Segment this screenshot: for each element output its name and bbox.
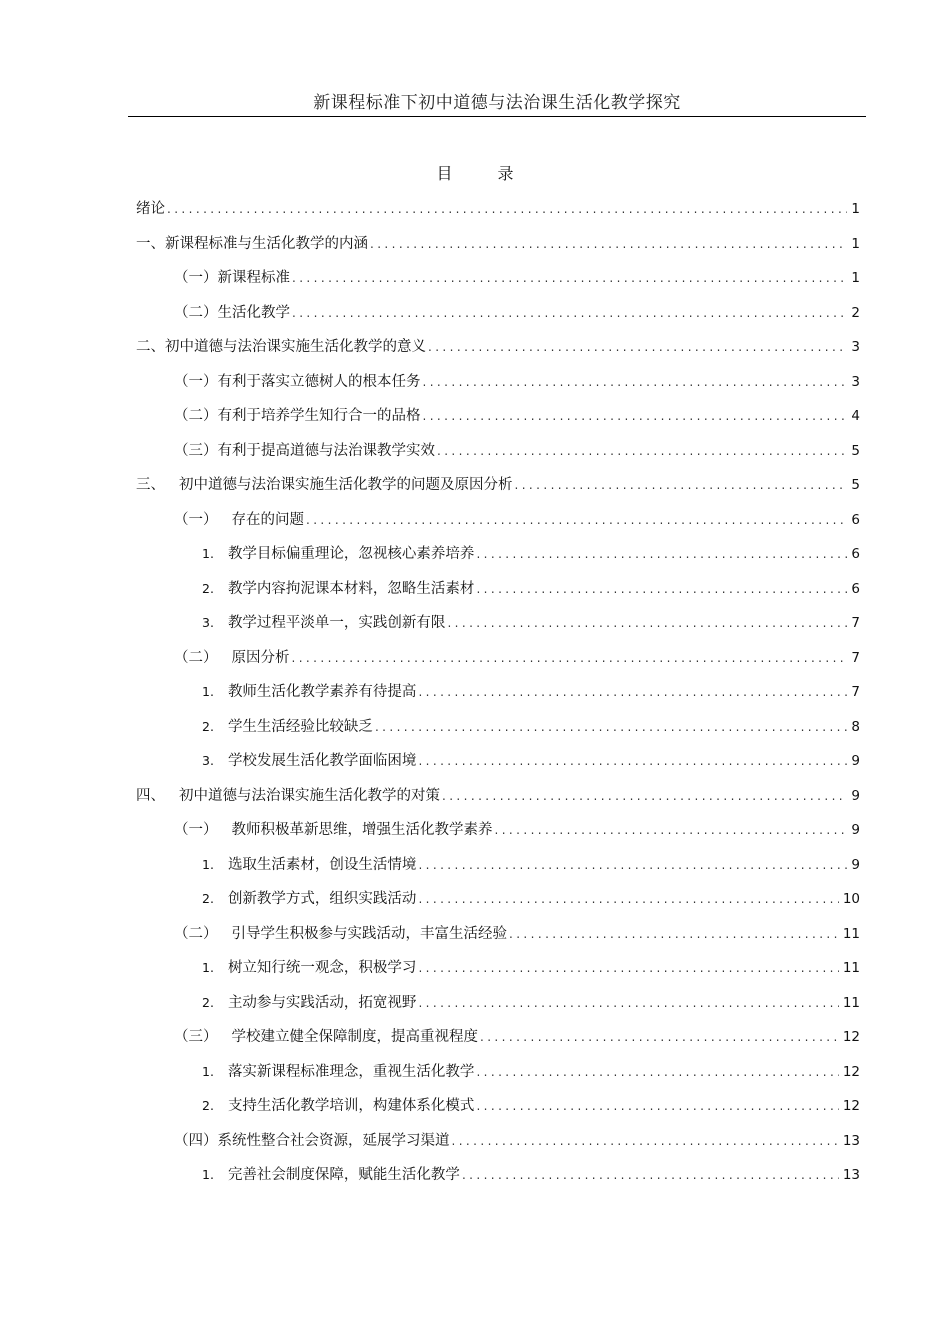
dot-leader [292, 645, 848, 671]
toc-entry[interactable] [136, 576, 860, 611]
toc-entry-title: 教学目标偏重理论，忽视核心素养培养 [227, 546, 475, 562]
dot-leader [418, 679, 847, 705]
toc-entry-number: 1. [202, 856, 214, 872]
toc-entry-number: （一） [174, 822, 218, 838]
dot-leader [167, 196, 847, 222]
dot-leader [452, 1128, 839, 1154]
toc-entry-title: 完善社会制度保障，赋能生活化教学 [227, 1167, 460, 1183]
table-of-contents [136, 196, 860, 1197]
toc-entry-title: 学校发展生活化教学面临困境 [227, 753, 417, 769]
dot-leader [509, 921, 839, 947]
toc-entry[interactable] [136, 852, 860, 887]
toc-entry-page-number: 12 [842, 1098, 860, 1114]
toc-entry[interactable] [136, 334, 860, 369]
dot-leader [480, 1024, 839, 1050]
dot-leader [515, 472, 848, 498]
toc-entry-page-number: 5 [851, 477, 860, 493]
toc-entry[interactable] [136, 1024, 860, 1059]
dot-leader [462, 1162, 839, 1188]
toc-entry-number: 3. [202, 753, 214, 768]
toc-entry-title: 学校建立健全保障制度，提高重视程度 [231, 1029, 478, 1045]
toc-entry[interactable] [136, 472, 860, 507]
toc-entry[interactable] [136, 300, 860, 335]
dot-leader [442, 783, 847, 809]
dot-leader [418, 748, 847, 774]
toc-entry-page-number: 3 [851, 373, 860, 390]
toc-entry[interactable] [136, 541, 860, 576]
toc-entry-number: 3. [202, 615, 214, 630]
toc-entry-number: （二） [174, 925, 218, 942]
toc-entry-title: （三）有利于提高道德与法治课教学实效 [174, 442, 435, 459]
toc-entry-title: （一）新课程标准 [174, 270, 290, 286]
toc-entry[interactable] [136, 748, 860, 783]
toc-entry[interactable] [136, 783, 860, 818]
toc-entry[interactable] [136, 714, 860, 749]
toc-entry-title: 教学过程平淡单一，实践创新有限 [227, 615, 446, 631]
dot-leader [306, 507, 847, 533]
toc-entry-page-number: 7 [851, 649, 860, 666]
toc-entry-title: 创新教学方式，组织实践活动 [227, 891, 417, 907]
toc-entry-title: 二、初中道德与法治课实施生活化教学的意义 [136, 339, 426, 355]
toc-entry-title: 学生生活经验比较缺乏 [227, 718, 373, 735]
dot-leader [476, 576, 847, 602]
dot-leader [418, 852, 847, 878]
toc-entry-page-number: 9 [851, 787, 860, 804]
toc-entry-number: 1. [202, 960, 214, 975]
toc-entry-page-number: 4 [851, 408, 860, 424]
toc-entry[interactable] [136, 1093, 860, 1128]
dot-leader [447, 610, 847, 636]
toc-entry[interactable] [136, 610, 860, 645]
toc-entry[interactable] [136, 231, 860, 266]
toc-entry-page-number: 9 [851, 822, 860, 838]
toc-entry-number: （一） [174, 511, 218, 528]
dot-leader [418, 886, 838, 912]
dot-leader [370, 231, 847, 257]
toc-entry-page-number: 6 [851, 580, 860, 597]
toc-entry-number: 三、 [136, 477, 165, 493]
toc-entry[interactable] [136, 369, 860, 404]
toc-entry-page-number: 5 [851, 442, 860, 459]
toc-entry-number: 2. [202, 994, 214, 1010]
toc-entry-page-number: 11 [842, 960, 860, 976]
toc-entry-title: 教师生活化教学素养有待提高 [227, 684, 417, 700]
toc-entry[interactable] [136, 817, 860, 852]
toc-entry-page-number: 2 [851, 304, 860, 321]
page-header [128, 92, 866, 117]
toc-entry-number: 2. [202, 891, 214, 906]
toc-entry-title: 落实新课程标准理念，重视生活化教学 [227, 1063, 475, 1080]
toc-entry-page-number: 11 [842, 994, 860, 1011]
toc-entry-title: 一、新课程标准与生活化教学的内涵 [136, 235, 368, 252]
dot-leader [375, 714, 847, 740]
toc-entry-page-number: 9 [851, 753, 860, 769]
toc-entry[interactable] [136, 196, 860, 231]
toc-entry[interactable] [136, 1059, 860, 1094]
toc-heading: 目 录 [436, 164, 534, 183]
toc-entry-title: 引导学生积极参与实践活动，丰富生活经验 [231, 925, 507, 942]
toc-entry-title: 初中道德与法治课实施生活化教学的问题及原因分析 [179, 477, 513, 493]
toc-entry[interactable] [136, 886, 860, 921]
toc-entry-title: 选取生活素材，创设生活情境 [227, 856, 417, 873]
toc-entry-page-number: 7 [851, 615, 860, 631]
toc-entry-page-number: 6 [851, 546, 860, 562]
toc-entry[interactable] [136, 679, 860, 714]
toc-entry-number: 2. [202, 580, 214, 596]
toc-entry-title: 初中道德与法治课实施生活化教学的对策 [179, 787, 440, 804]
dot-leader [292, 265, 847, 291]
dot-leader [423, 403, 848, 429]
toc-entry-number: 1. [202, 684, 214, 699]
toc-entry-number: （三） [174, 1029, 218, 1045]
toc-entry-number: 四、 [136, 787, 165, 804]
toc-entry-number: 1. [202, 1063, 214, 1079]
dot-leader [428, 334, 847, 360]
dot-leader [476, 1059, 838, 1085]
toc-entry-title: （一）有利于落实立德树人的根本任务 [174, 373, 421, 390]
dot-leader [437, 438, 847, 464]
toc-entry-page-number: 12 [842, 1063, 860, 1080]
dot-leader [476, 541, 847, 567]
toc-entry-number: 1. [202, 1167, 214, 1182]
dot-leader [418, 990, 838, 1016]
toc-entry[interactable] [136, 1162, 860, 1197]
dot-leader [292, 300, 847, 326]
toc-entry-title: （二）生活化教学 [174, 304, 290, 321]
toc-entry-page-number: 11 [842, 925, 860, 942]
toc-entry-page-number: 3 [851, 339, 860, 355]
toc-entry-title: 教师积极革新思维，增强生活化教学素养 [231, 822, 493, 838]
toc-entry-page-number: 13 [842, 1132, 860, 1149]
toc-entry-page-number: 13 [842, 1167, 860, 1183]
toc-entry-page-number: 6 [851, 511, 860, 528]
toc-entry[interactable] [136, 265, 860, 300]
toc-entry-title: （二）有利于培养学生知行合一的品格 [174, 408, 421, 424]
dot-leader [476, 1093, 838, 1119]
toc-entry-page-number: 1 [851, 270, 860, 286]
toc-entry-title: （四）系统性整合社会资源，延展学习渠道 [174, 1132, 450, 1149]
toc-entry-page-number: 9 [851, 856, 860, 873]
toc-entry-page-number: 1 [851, 235, 860, 252]
running-title: 新课程标准下初中道德与法治课生活化教学探究 [313, 93, 681, 113]
toc-entry-title: 树立知行统一观念，积极学习 [227, 960, 417, 976]
toc-entry-title: 教学内容拘泥课本材料，忽略生活素材 [227, 580, 475, 597]
toc-entry[interactable] [136, 645, 860, 680]
toc-entry-title: 绪论 [136, 201, 165, 217]
toc-entry-page-number: 12 [842, 1029, 860, 1045]
toc-entry[interactable] [136, 438, 860, 473]
toc-entry[interactable] [136, 921, 860, 956]
dot-leader [423, 369, 848, 395]
toc-entry[interactable] [136, 990, 860, 1025]
toc-entry-page-number: 7 [851, 684, 860, 700]
toc-entry-title: 支持生活化教学培训，构建体系化模式 [227, 1098, 475, 1114]
toc-entry-title: 存在的问题 [231, 511, 304, 528]
toc-entry-page-number: 10 [842, 891, 860, 907]
toc-entry-title: 主动参与实践活动，拓宽视野 [227, 994, 417, 1011]
toc-entry-number: （二） [174, 649, 218, 666]
dot-leader [418, 955, 838, 981]
toc-entry-number: 2. [202, 718, 214, 734]
dot-leader [495, 817, 848, 843]
toc-entry[interactable] [136, 507, 860, 542]
toc-entry-page-number: 1 [851, 201, 860, 217]
toc-entry-title: 原因分析 [231, 649, 290, 666]
toc-entry-page-number: 8 [851, 718, 860, 735]
toc-entry-number: 2. [202, 1098, 214, 1113]
toc-entry[interactable] [136, 403, 860, 438]
toc-entry-number: 1. [202, 546, 214, 561]
toc-entry[interactable] [136, 955, 860, 990]
toc-entry[interactable] [136, 1128, 860, 1163]
